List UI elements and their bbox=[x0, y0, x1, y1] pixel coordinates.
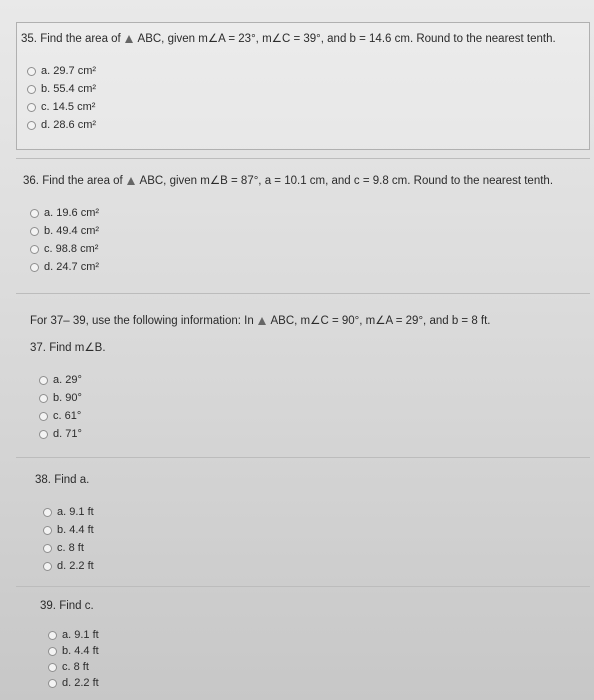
question-37-option-b-label: b. 90° bbox=[53, 392, 82, 404]
question-35-option-b[interactable] bbox=[27, 81, 96, 97]
question-38-option-b-label: b. 4.4 ft bbox=[57, 524, 94, 536]
radio-icon[interactable] bbox=[48, 679, 57, 688]
radio-icon[interactable] bbox=[27, 67, 36, 76]
question-37-intro-after: ABC, m∠C = 90°, m∠A = 29°, and b = 8 ft. bbox=[270, 315, 491, 327]
question-38-option-a-label: a. 9.1 ft bbox=[57, 506, 94, 518]
question-36-option-c-label: c. 98.8 cm² bbox=[44, 243, 99, 255]
question-35-text bbox=[21, 31, 556, 45]
radio-icon[interactable] bbox=[27, 121, 36, 130]
question-35-text-before: Find the area of bbox=[40, 33, 121, 45]
question-38-option-d[interactable] bbox=[43, 558, 94, 574]
question-39-option-c-label: c. 8 ft bbox=[62, 661, 89, 673]
question-36-option-a-label: a. 19.6 cm² bbox=[44, 207, 100, 219]
question-39-option-b-label: b. 4.4 ft bbox=[62, 645, 99, 657]
section-divider bbox=[16, 293, 590, 294]
question-39-option-a[interactable] bbox=[48, 627, 99, 643]
question-36-option-a[interactable] bbox=[30, 205, 99, 221]
question-38-option-a[interactable] bbox=[43, 504, 94, 520]
radio-icon[interactable] bbox=[30, 227, 39, 236]
radio-icon[interactable] bbox=[43, 544, 52, 553]
question-37-text bbox=[30, 340, 106, 354]
question-37-option-d[interactable] bbox=[39, 426, 82, 442]
question-35-number: 35. bbox=[21, 33, 37, 45]
radio-icon[interactable] bbox=[27, 85, 36, 94]
question-37-intro bbox=[30, 313, 491, 327]
radio-icon[interactable] bbox=[27, 103, 36, 112]
radio-icon[interactable] bbox=[43, 562, 52, 571]
question-38-text bbox=[35, 474, 89, 486]
question-35-option-c-label: c. 14.5 cm² bbox=[41, 101, 96, 113]
radio-icon[interactable] bbox=[48, 647, 57, 656]
section-divider bbox=[16, 457, 590, 458]
question-37-option-d-label: d. 71° bbox=[53, 428, 82, 440]
radio-icon[interactable] bbox=[30, 263, 39, 272]
question-35-option-d[interactable] bbox=[27, 117, 96, 133]
radio-icon[interactable] bbox=[48, 663, 57, 672]
triangle-icon bbox=[127, 177, 135, 185]
question-37-intro-before: For 37– 39, use the following information: In bbox=[30, 315, 254, 327]
radio-icon[interactable] bbox=[30, 245, 39, 254]
radio-icon[interactable] bbox=[39, 394, 48, 403]
question-35-option-c[interactable] bbox=[27, 99, 95, 115]
question-37-number: 37. bbox=[30, 342, 46, 354]
question-38-prompt: Find a. bbox=[54, 474, 90, 486]
question-38-number: 38. bbox=[35, 474, 51, 486]
radio-icon[interactable] bbox=[30, 209, 39, 218]
question-35-option-b-label: b. 55.4 cm² bbox=[41, 83, 97, 95]
question-35-option-a[interactable] bbox=[27, 63, 96, 79]
question-39-prompt: Find c. bbox=[59, 600, 94, 612]
question-39-option-c[interactable] bbox=[48, 659, 89, 675]
question-39-option-a-label: a. 9.1 ft bbox=[62, 629, 99, 641]
radio-icon[interactable] bbox=[48, 631, 57, 640]
question-36-option-d[interactable] bbox=[30, 259, 99, 275]
question-36-text-after: ABC, given m∠B = 87°, a = 10.1 cm, and c = 9.8 cm. Round to the nearest tenth. bbox=[139, 175, 554, 187]
question-38-option-d-label: d. 2.2 ft bbox=[57, 560, 94, 572]
question-39-number: 39. bbox=[40, 600, 56, 612]
question-37-option-c-label: c. 61° bbox=[53, 410, 82, 422]
question-37-option-b[interactable] bbox=[39, 390, 82, 406]
radio-icon[interactable] bbox=[39, 430, 48, 439]
question-37-option-a-label: a. 29° bbox=[53, 374, 82, 386]
question-35-option-d-label: d. 28.6 cm² bbox=[41, 119, 97, 131]
question-36-option-b[interactable] bbox=[30, 223, 99, 239]
question-37-option-c[interactable] bbox=[39, 408, 81, 424]
question-36-option-c[interactable] bbox=[30, 241, 98, 257]
triangle-icon bbox=[258, 317, 266, 325]
radio-icon[interactable] bbox=[43, 508, 52, 517]
radio-icon[interactable] bbox=[39, 412, 48, 421]
question-39-option-d[interactable] bbox=[48, 675, 99, 691]
section-divider bbox=[16, 586, 590, 587]
question-38-option-b[interactable] bbox=[43, 522, 94, 538]
question-35-text-after: ABC, given m∠A = 23°, m∠C = 39°, and b = 14.6 cm. Round to the nearest tenth. bbox=[137, 33, 556, 45]
question-39-text bbox=[40, 600, 94, 612]
question-36-number: 36. bbox=[23, 175, 39, 187]
question-36-option-b-label: b. 49.4 cm² bbox=[44, 225, 100, 237]
radio-icon[interactable] bbox=[39, 376, 48, 385]
section-divider bbox=[16, 158, 590, 159]
question-36-text bbox=[23, 173, 553, 187]
question-38-option-c-label: c. 8 ft bbox=[57, 542, 84, 554]
triangle-icon bbox=[125, 35, 133, 43]
question-38-option-c[interactable] bbox=[43, 540, 84, 556]
question-39-option-b[interactable] bbox=[48, 643, 99, 659]
question-39-option-d-label: d. 2.2 ft bbox=[62, 677, 99, 689]
question-35-option-a-label: a. 29.7 cm² bbox=[41, 65, 97, 77]
radio-icon[interactable] bbox=[43, 526, 52, 535]
question-37-option-a[interactable] bbox=[39, 372, 82, 388]
question-36-text-before: Find the area of bbox=[42, 175, 123, 187]
question-37-prompt: Find m∠B. bbox=[49, 342, 106, 354]
question-36-option-d-label: d. 24.7 cm² bbox=[44, 261, 100, 273]
